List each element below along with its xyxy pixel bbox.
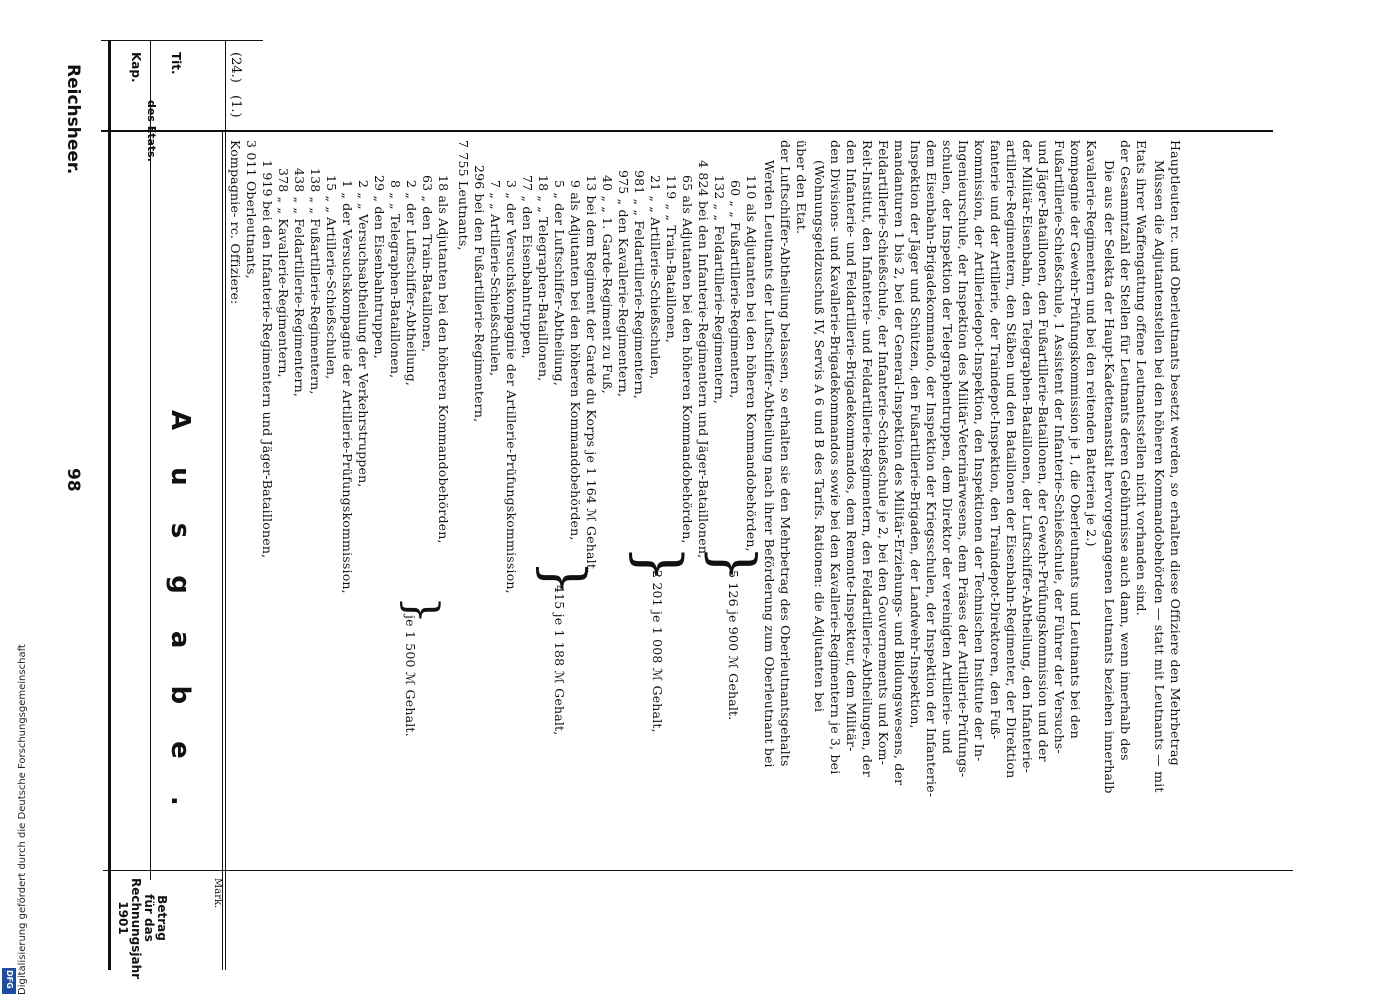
body-line: 63 „ den Train-Bataillonen,	[420, 175, 435, 353]
body-line: 40 „ „ 1. Garde-Regiment zu Fuß,	[600, 175, 615, 394]
body-line: Müssen die Adjutantenstellen bei den höheren Kommandobehörden — statt mit Leutnants — mit	[1152, 160, 1167, 793]
brace-group1: }	[531, 560, 596, 596]
tit-header: Tit.	[169, 52, 183, 75]
dfg-logo-text: DFG	[5, 970, 14, 989]
body-line: 60 „ „ Fußartillerie-Regimentern,	[728, 180, 743, 399]
body-line: kompagnie der Gewehr-Prüfungskommission je 1, die Oberleutnants und Leutnants bei den	[1068, 140, 1083, 739]
running-head: Reichsheer.	[63, 64, 83, 175]
body-line: der Gesammtzahl der Stellen für Leutnants deren Gebührnisse auch dann, wenn innerhalb des	[1118, 140, 1133, 761]
body-line: über den Etat.	[794, 140, 809, 235]
body-line: 2 „ „ Versuchsabtheilung der Verkehrstruppen,	[356, 180, 371, 488]
digitization-footer	[4, 600, 28, 995]
footer-text: Digitalisierung gefördert durch die Deutsche Forschungsgemeinschaft	[17, 644, 28, 995]
mark-label: Mark.	[212, 878, 223, 909]
body-line: 378 „ „ Kavallerie-Regimentern,	[276, 168, 291, 378]
col-sep-betrag	[103, 870, 1293, 871]
row-kap: (24.)	[228, 52, 243, 83]
body-line: 2 „ der Luftschiffer-Abtheilung,	[404, 180, 419, 387]
body-line: Kavallerie-Regimentern und bei den reitenden Batterien je 2.)	[1084, 140, 1099, 547]
dfg-logo	[2, 968, 16, 994]
body-line: 29 „ den Eisenbahntruppen,	[372, 175, 387, 359]
body-line: 4 824 bei den Infanterie-Regimentern und Jäger-Bataillonen,	[696, 160, 711, 559]
body-line: 18 als Adjutanten bei den höheren Kommandobehörden,	[436, 175, 451, 544]
body-line: artillerie-Regimentern, den Stäben und den Bataillonen der Eisenbahn-Regimenter, der Direktion	[1004, 140, 1019, 779]
body-line: Etats ihrer Waffengattung offene Leutnantsstellen nicht vorhanden sind.	[1134, 140, 1149, 616]
body-line: der Militär-Eisenbahn, den Telegraphen-Bataillonen, der Luftschiffer-Abtheilung, den Infanterie-	[1020, 140, 1035, 774]
body-line: 975 „ den Kavallerie-Regimentern,	[616, 170, 631, 398]
body-line: und Jäger-Bataillonen, den Fußartillerie-Bataillonen, der Gewehr-Prüfungskommission und der	[1036, 140, 1051, 762]
betrag-line: 1901	[116, 901, 130, 935]
body-line: 15 „ „ Artillerie-Schießschulen,	[324, 175, 339, 380]
kap-header: Kap.	[129, 52, 143, 83]
betrag-line: Rechnungsjahr	[129, 878, 143, 980]
body-line: 1 919 bei den Infanterie-Regimentern und Jäger-Bataillonen,	[260, 160, 275, 559]
body-line: 132 „ „ Feldartillerie-Regimentern,	[712, 175, 727, 405]
body-line: Reit-Institut, den Infanterie- und Feldartillerie-Regimentern, den Feldartillerie-Abtheilungen, der	[860, 140, 875, 777]
betrag-line: Betrag	[155, 895, 169, 941]
page-number: 98	[63, 468, 83, 492]
brace-group2: }	[624, 545, 694, 584]
body-line: 438 „ „ Feldartillerie-Regimentern,	[292, 168, 307, 398]
body-line: Fußartillerie-Schießschule, 1 Assistent der Infanterie-Schießschule, der Führer der Versuchs-	[1052, 140, 1067, 754]
body-line: 296 bei den Fußartillerie-Regimentern,	[472, 165, 487, 423]
body-line: 3 „ der Versuchskompagnie der Artillerie-Prüfungskommission,	[504, 180, 519, 594]
body-line: 110 als Adjutanten bei den höheren Kommandobehörden,	[744, 175, 759, 552]
body-line: den Infanterie- und Feldartillerie-Brigadekommandos, dem Remonte-Inspekteur, dem Militär-	[844, 140, 859, 752]
body-line: (Wohnungsgeldzuschuß IV, Servis A 6 und B des Tarifs. Rationen: die Adjutanten bei	[812, 160, 827, 713]
body-line: schulen, der Inspektion der Telegraphentruppen, dem Direktor der vereinigten Artillerie- und	[940, 140, 955, 754]
body-line: 65 als Adjutanten bei den höheren Kommandobehörden,	[680, 175, 695, 544]
body-line: Werden Leutnants der Luftschiffer-Abtheilung nach ihrer Beförderung zum Oberleutnant bei	[762, 160, 777, 768]
body-line: 3 011 Oberleutnants,	[244, 140, 259, 279]
body-line: 77 „ den Eisenbahntruppen,	[520, 175, 535, 359]
betrag-header	[116, 878, 169, 980]
header-top-rule	[108, 40, 111, 970]
body-line: Ingenieurschule, der Inspektion des Militär-Veterinärwesens, dem Präses der Artillerie-Prüfungs-	[956, 140, 971, 778]
body-line: Feldartillerie-Schießschule, der Infanterie-Schießschule je 2, bei den Gouvernements und Kom-	[876, 140, 891, 766]
body-line: 8 „ „ Telegraphen-Bataillonen,	[388, 180, 403, 379]
body-line: 5 „ der Luftschiffer-Abtheilung,	[552, 180, 567, 387]
body-line: der Luftschiffer-Abtheilung belassen, so erhalten sie den Mehrbetrag des Oberleutnantsgehalts	[778, 140, 793, 767]
brace-note-group3: 5 126 je 900 ℳ Gehalt.	[726, 570, 741, 721]
body-line: 13 bei dem Regiment der Garde du Korps je 1 164 ℳ Gehalt,	[584, 175, 599, 574]
header-bottom-rule	[222, 130, 223, 970]
body-line: dem Eisenbahn-Brigadekommando, der Inspektion der Kriegsschulen, der Inspektion der Infanterie-	[924, 140, 939, 798]
brace-note-group1: 415 je 1 188 ℳ Gehalt,	[552, 585, 567, 736]
betrag-line: für das	[142, 894, 156, 942]
body-line: 9 als Adjutanten bei den höheren Kommandobehörden,	[568, 180, 583, 541]
section-title: A u s g a b e .	[165, 410, 195, 820]
brace-group3: }	[700, 545, 768, 582]
body-line: 7 755 Leutnants,	[456, 140, 471, 251]
body-line: Hauptleuten rc. und Oberleutnants besetzt werden, so erhalten diese Offiziere den Mehrbetrag	[1168, 140, 1183, 766]
brace-note-group2: 2 201 je 1 008 ℳ Gehalt,	[650, 570, 665, 733]
col-sep-left	[101, 40, 263, 41]
body-line: 1 „ der Versuchskompagnie der Artillerie-Prüfungskommission,	[340, 180, 355, 594]
header-bottom-rule-2	[225, 40, 226, 970]
body-line: 21 „ „ Artillerie-Schießschulen,	[648, 175, 663, 380]
body-line: kommission, der Artilleriedepot-Inspektion, den Inspektionen der Technischen Institute der In-	[972, 140, 987, 762]
body-line: mandanturen 1 bis 2, bei der General-Inspektion des Militär-Erziehungs- und Bildungswesens, der	[892, 140, 907, 786]
body-line: Inspektion der Jäger und Schützen, den Fußartillerie-Brigaden, der Landwehr-Inspektion,	[908, 140, 923, 729]
body-line: den Divisions- und Kavallerie-Brigadekommandos sowie bei den Kavallerie-Regimentern je 3, bei	[828, 140, 843, 775]
row-tit: (1.)	[228, 95, 243, 118]
header-mid-rule	[150, 40, 151, 880]
body-line: Die aus der Selekta der Haupt-Kadettenanstalt hervorgegangenen Leutnants beziehen innerhalb	[1102, 160, 1117, 794]
body-line: 138 „ „ Fußartillerie-Regimentern,	[308, 168, 323, 395]
body-line: 981 „ „ Feldartillerie-Regimentern,	[632, 170, 647, 400]
brace-oberleutnants: }	[396, 596, 447, 624]
body-line: 119 „ „ Train-Bataillonen,	[664, 175, 679, 344]
col-sep-text	[101, 130, 1273, 132]
body-line: 18 „ „ Telegraphen-Bataillonen,	[536, 175, 551, 382]
body-line: Kompagnie- rc. Offiziere:	[228, 140, 243, 305]
body-line: fanterie und der Artillerie, der Traindepot-Inspektion, den Traindepot-Direktoren, den Fuß-	[988, 140, 1003, 740]
brace-note-oberleutnants: je 1 500 ℳ Gehalt.	[403, 615, 418, 737]
body-line: 7 „ „ Artillerie-Schießschulen,	[488, 180, 503, 377]
